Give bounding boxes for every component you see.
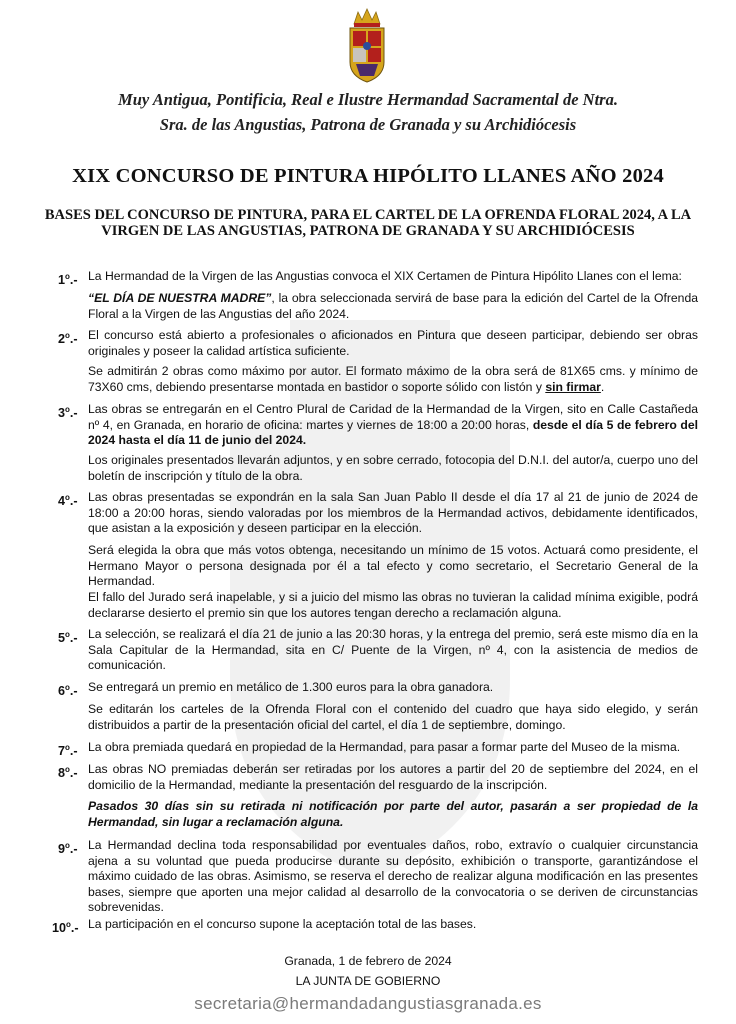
base-10-text: La participación en el concurso supone la aceptación total de las bases. [88, 917, 477, 931]
base-number-1: 1$^o$.- [58, 272, 78, 288]
base-number-4: 4$^o$.- [58, 493, 78, 509]
base-number-9: 9$^o$.- [58, 841, 78, 857]
base-number-8: 8$^o$.- [58, 765, 78, 781]
base-4-text: Las obras presentadas se expondrán en la sala San Juan Pablo II desde el día 17 al 21 de junio de 2024 de 18:00 a 20:00 horas, siendo valoradas por los miembros de la Hermandad activos, debidamente identificados, que asistan a la exposición y deseen participar en la elección. [88, 490, 698, 535]
base-4-election-paragraph: Será elegida la obra que más votos obtenga, necesitando un mínimo de 15 votos. Actuará como presidente, el Hermano Mayor o persona designada por él a tal efecto y como secretario, el Secretario General de la Hermandad. [88, 543, 698, 588]
contact-email: secretaria@hermandadangustiasgranada.es [194, 994, 542, 1013]
document-title: XIX CONCURSO DE PINTURA HIPÓLITO LLANES AÑO 2024 [72, 165, 664, 187]
base-number-5: 5$^o$.- [58, 630, 78, 646]
base-7-text: La obra premiada quedará en propiedad de la Hermandad, para pasar a formar parte del Museo de la misma. [88, 740, 681, 754]
base-number-3: 3$^o$.- [58, 405, 78, 421]
base-2-format-paragraph: Se admitirán 2 obras como máximo por autor. El formato máximo de la obra será de 81X65 cms. y mínimo de 73X60 cms, debiendo presentarse montada en bastidor o soporte sólido con listón y sin firmar. [88, 364, 698, 394]
base-1-lema-paragraph: “EL DÍA DE NUESTRA MADRE”, la obra seleccionada servirá de base para la edición del Cartel de la Ofrenda Floral a la Virgen de las Angustias del año 2024. [88, 291, 699, 321]
base-number-6: 6$^o$.- [58, 683, 78, 699]
base-5-text: La selección, se realizará el día 21 de junio a las 20:30 horas, y la entrega del premio, será este mismo día en la Sala Capitular de la Hermandad, sita en C/ Puente de la Virgen, nº 4, con la asistencia de medios de comunicación. [88, 627, 698, 672]
base-number-7: 7$^o$.- [58, 743, 78, 759]
base-number-2: 2$^o$.- [58, 331, 78, 347]
subtitle-line1: BASES DEL CONCURSO DE PINTURA, PARA EL CARTEL DE LA OFRENDA FLORAL 2024, A LA [44, 207, 692, 223]
base-9-text: La Hermandad declina toda responsabilidad por eventuales daños, robo, extravío o cualquier circunstancia ajena a su voluntad que pueda producirse durante su depósito, exhibición o transporte, garantizándose el máximo cuidado de las obras. Asimismo, se reserva el derecho de realizar alguna modificación en las presentes bases, siempre que aporten una mejor calidad al desarrollo de la convocatoria o se deriven de circunstancias sobrevenidas. [88, 838, 698, 914]
coat-of-arms-icon [344, 6, 390, 84]
subtitle-line2: VIRGEN DE LAS ANGUSTIAS, PATRONA DE GRANADA Y SU ARCHIDIÓCESIS [101, 223, 635, 239]
base-6-text: Se entregará un premio en metálico de 1.300 euros para la obra ganadora. [88, 680, 494, 694]
place-date: Granada, 1 de febrero de 2024 [284, 954, 452, 968]
base-8-notice-paragraph: Pasados 30 días sin su retirada ni notificación por parte del autor, pasarán a ser propiedad de la Hermandad, sin lugar a reclamación alguna. [88, 799, 698, 829]
base-6-posters-paragraph: Se editarán los carteles de la Ofrenda Floral con el contenido del cuadro que haya sido elegido, y serán distribuidos a partir de la presentación oficial del cartel, el día 1 de septiembre, domingo. [88, 702, 698, 732]
base-2-text: El concurso está abierto a profesionales o aficionados en Pintura que deseen participar, debiendo ser obras originales y poseer la calidad artística suficiente. [88, 328, 698, 358]
base-number-10: 10$^o$.- [52, 920, 79, 936]
base-8-text: Las obras NO premiadas deberán ser retiradas por los autores a partir del 20 de septiembre del 2024, en el domicilio de la Hermandad, mediante la presentación del resguardo de la inscripción. [88, 762, 698, 792]
base-1-text: La Hermandad de la Virgen de las Angustias convoca el XIX Certamen de Pintura Hipólito Llanes con el lema: [88, 269, 682, 283]
organization-name-line1: Muy Antigua, Pontificia, Real e Ilustre Hermandad Sacramental de Ntra. [118, 90, 618, 109]
base-3-documents-paragraph: Los originales presentados llevarán adjuntos, y en sobre cerrado, fotocopia del D.N.I. del autor/a, cuerpo uno del boletín de inscripción y título de la obra. [88, 453, 698, 483]
lema-text: “EL DÍA DE NUESTRA MADRE” [88, 291, 272, 305]
sin-firmar-text: sin firmar [545, 379, 601, 394]
organization-name-line2: Sra. de las Angustias, Patrona de Granada y su Archidiócesis [159, 115, 577, 134]
base-4-jury-paragraph: El fallo del Jurado será inapelable, y si a juicio del mismo las obras no tuvieran la calidad mínima exigible, podrá declararse desierto el premio sin que los autores tengan derecho a reclamación alguna. [88, 590, 698, 620]
base-3-text: Las obras se entregarán en el Centro Plural de Caridad de la Hermandad de la Virgen, sito en Calle Castañeda nº 4, en Granada, en horario de oficina: martes y viernes de 18:00 a 20:00 horas, desde el día 5 de febrero del 2024 hasta el día 11 de junio del 2024. [88, 402, 698, 447]
signer: LA JUNTA DE GOBIERNO [295, 974, 441, 988]
